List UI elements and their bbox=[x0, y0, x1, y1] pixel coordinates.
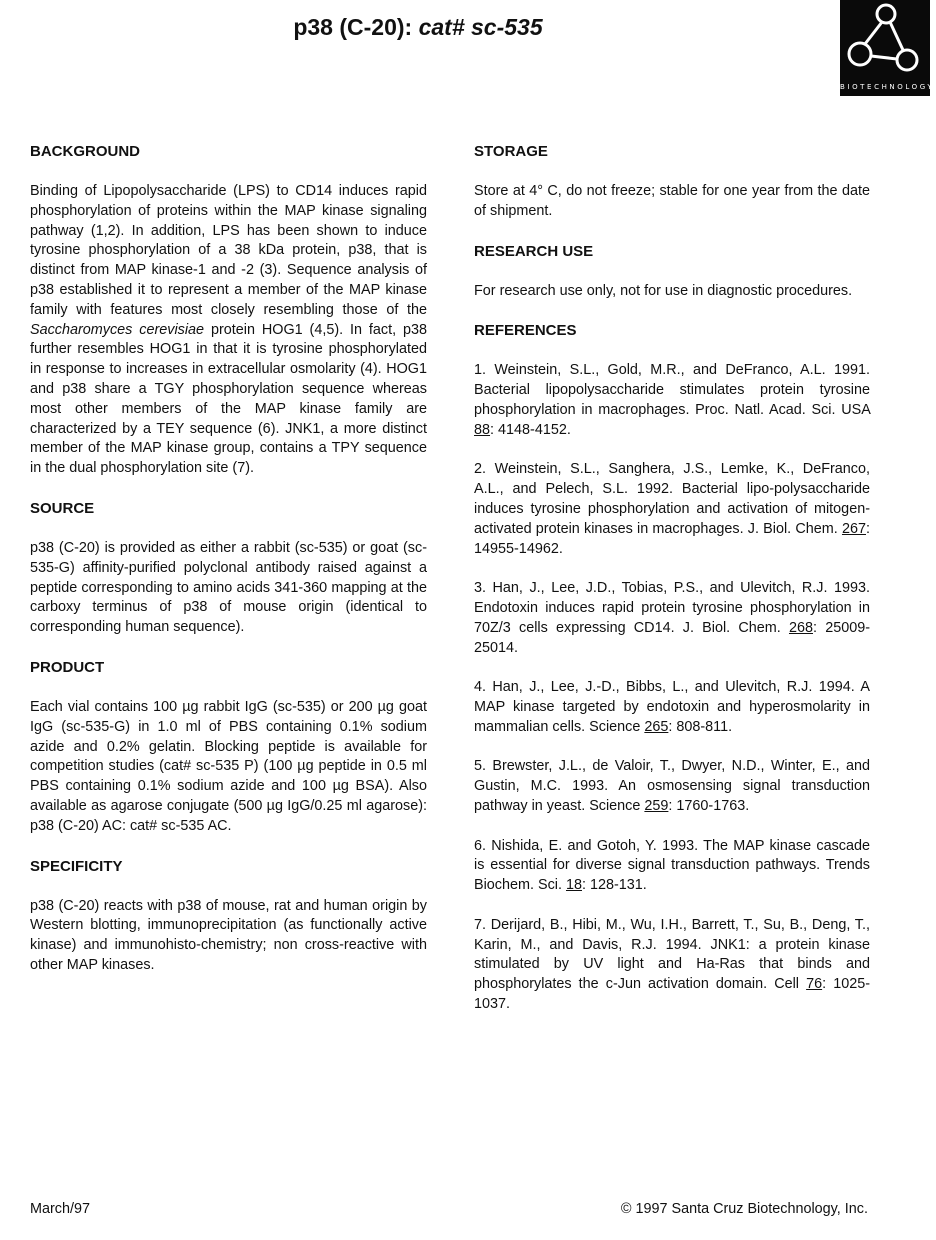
storage-text: Store at 4° C, do not freeze; stable for one year from the date of shipment. bbox=[474, 183, 870, 219]
reference-item: 4. Han, J., Lee, J.-D., Bibbs, L., and Ulevitch, R.J. 1994. A MAP kinase targeted by endotoxin and hyperosmolarity in mammalian cells. Science 265: 808-811. bbox=[474, 679, 870, 735]
references-heading: REFERENCES bbox=[474, 322, 577, 340]
reference-item: 5. Brewster, J.L., de Valoir, T., Dwyer, N.D., Winter, E., and Gustin, M.C. 1993. An osmosensing signal transduction pathway in yeast. Science 259: 1760-1763. bbox=[474, 758, 870, 814]
research-use-heading: RESEARCH USE bbox=[474, 242, 594, 260]
product-heading: PRODUCT bbox=[30, 658, 105, 676]
reference-item: 7. Derijard, B., Hibi, M., Wu, I.H., Barrett, T., Su, B., Deng, T., Karin, M., and Davis, R.J. 1994. JNK1: a protein kinase stimulated by UV light and Ha-Ras that binds and phosphorylates the c-Jun activation domain. Cell 76: 1025-1037. bbox=[474, 916, 870, 1012]
logo-emblem-icon bbox=[840, 0, 935, 96]
reference-item: 6. Nishida, E. and Gotoh, Y. 1993. The MAP kinase cascade is essential for diverse signal transduction pathways. Trends Biochem. Sci. 18: 128-131. bbox=[474, 837, 870, 894]
title-main: p38 (C-20): bbox=[293, 14, 413, 40]
reference-item: 1. Weinstein, S.L., Gold, M.R., and DeFranco, A.L. 1991. Bacterial lipopolysaccharide stimulates protein tyrosine phosphorylation in macrophages. Proc. Natl. Acad. Sci. USA 88: 4148-4152. bbox=[474, 362, 870, 438]
reference-item: 2. Weinstein, S.L., Sanghera, J.S., Lemke, K., DeFranco, A.L., and Pelech, S.L. 1992. Bacterial lipo-polysaccharide induces tyrosine phosphorylation and activation of mitogen-activated protein kinases in macrophages. J. Biol. Chem. 267: 14955-14962. bbox=[474, 461, 870, 557]
left-column bbox=[30, 142, 427, 976]
background-heading: BACKGROUND bbox=[30, 143, 140, 160]
right-column bbox=[474, 142, 870, 1034]
company-logo bbox=[840, 0, 935, 96]
footer-copyright: © 1997 Santa Cruz Biotechnology, Inc. bbox=[620, 1201, 868, 1217]
background-text: Binding of Lipopolysaccharide (LPS) to CD14 induces rapid phosphorylation of proteins within the MAP kinase signaling pathway (1,2). In addition, LPS has been shown to induce tyrosine phosphorylation of a 38 kDa protein, p38, that is distinct from MAP kinase-1 and -2 (3). Sequence analysis of p38 established it to represent a member of the MAP kinase family with features most closely resembling those of the Saccharomyces cerevisiae protein HOG1 (4,5). In fact, p38 further resembles HOG1 in that it is tyrosine phosphorylated in response to increases in extracellular osmolarity (4). HOG1 and p38 share a TGY phosphorylation sequence whereas most other members of the MAP kinase family are characterized by a TEY sequence (6). JNK1, a more distinct member of the MAP kinase group, contains a TPY sequence in the dual phosphorylation site (7). bbox=[30, 183, 428, 477]
reference-item: 3. Han, J., Lee, J.D., Tobias, P.S., and Ulevitch, R.J. 1993. Endotoxin induces rapid protein tyrosine phosphorylation in 70Z/3 cells expressing CD14. J. Biol. Chem. 268: 25009-25014. bbox=[474, 580, 871, 656]
product-text: Each vial contains 100 µg rabbit IgG (sc-535) or 200 µg goat IgG (sc-535-G) in 1.0 ml of PBS containing 0.1% sodium azide and 0.2% gelatin. Blocking peptide is available for competition studies (cat# sc-535 P) (100 µg peptide in 0.5 ml PBS containing 0.1% sodium azide and 100 µg BSA). Also available as agarose conjugate (500 µg IgG/0.25 ml agarose): p38 (C-20) AC: cat# sc-535 AC. bbox=[30, 698, 427, 834]
specificity-text: p38 (C-20) reacts with p38 of mouse, rat and human origin by Western blotting, immunoprecipitation (as functionally active kinase) and immunohisto-chemistry; non cross-reactive with other MAP kinases. bbox=[30, 897, 427, 973]
footer-date: March/97 bbox=[30, 1201, 90, 1217]
species-name: Saccharomyces cerevisiae bbox=[30, 321, 205, 338]
source-text: p38 (C-20) is provided as either a rabbit (sc-535) or goat (sc-535-G) affinity-purified polyclonal antibody raised against a peptide corresponding to amino acids 341-360 mapping at the carboxy terminus of p38 of mouse origin (identical to corresponding human sequence). bbox=[30, 539, 427, 636]
storage-heading: STORAGE bbox=[474, 143, 548, 160]
title-catalog-number: cat# sc-535 bbox=[418, 14, 543, 40]
logo-text: BIOTECHNOLOGY bbox=[840, 83, 935, 91]
page-title bbox=[0, 12, 836, 42]
specificity-heading: SPECIFICITY bbox=[30, 857, 123, 875]
source-heading: SOURCE bbox=[30, 499, 95, 517]
references-list bbox=[474, 361, 870, 1014]
research-use-text: For research use only, not for use in diagnostic procedures. bbox=[474, 282, 853, 299]
